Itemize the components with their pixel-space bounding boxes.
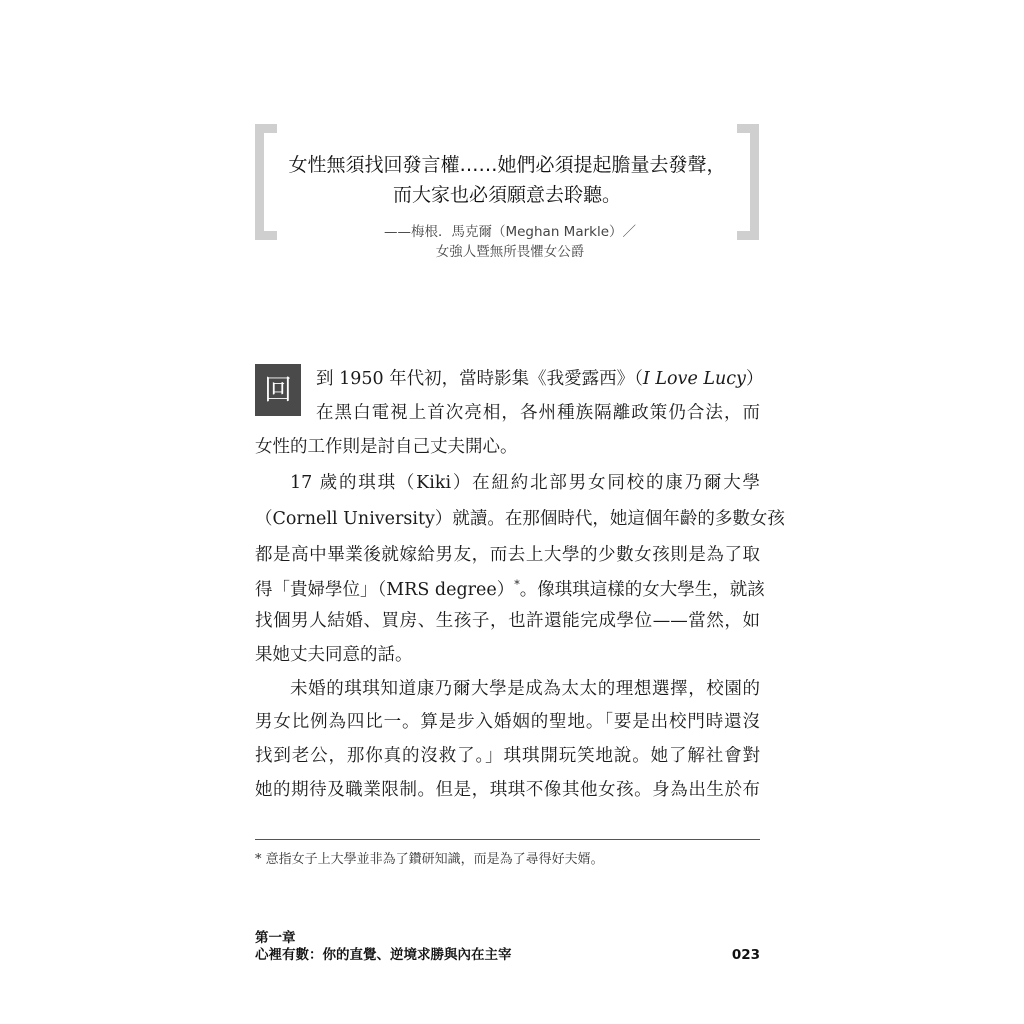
paragraph-3-line-2: 男女比例為四比一。算是步入婚姻的聖地。「要是出校門時還沒 — [255, 712, 760, 732]
paragraph-1-line-2: 在黑白電視上首次亮相，各州種族隔離政策仍合法，而 — [316, 403, 760, 423]
epigraph-attribution — [360, 222, 660, 262]
show-title-italic: I Love Lucy — [642, 369, 746, 389]
paragraph-3-line-1: 未婚的琪琪知道康乃爾大學是成為太太的理想選擇，校園的 — [290, 679, 760, 699]
paragraph-2-line-4 — [255, 568, 765, 602]
epigraph-line-2: 而大家也必須願意去聆聽。 — [392, 184, 621, 206]
footnote-text: * 意指女子上大學並非為了鑽研知識，而是為了尋得好夫婿。 — [255, 852, 604, 867]
text-span: 。像琪琪這樣的女大學生，就該 — [519, 579, 765, 600]
paragraph-2-line-3: 都是高中畢業後就嫁給男友，而去上大學的少數女孩則是為了取 — [255, 545, 760, 565]
attribution-line-2: 女強人暨無所畏懼女公爵 — [435, 244, 585, 260]
chapter-label: 第一章 — [255, 930, 296, 946]
chapter-title: 心裡有數：你的直覺、逆境求勝與內在主宰 — [255, 947, 512, 963]
right-quote-bracket — [737, 124, 759, 240]
paragraph-2-line-1: 17 歲的琪琪（Kiki）在紐約北部男女同校的康乃爾大學 — [290, 473, 760, 493]
footnote-marker: * — [514, 578, 520, 591]
footnote-divider — [255, 839, 760, 840]
paragraph-3-line-4: 她的期待及職業限制。但是，琪琪不像其他女孩。身為出生於布 — [255, 780, 760, 800]
page-number: 023 — [731, 947, 760, 963]
attribution-line-1: ——梅根．馬克爾（Meghan Markle）／ — [383, 224, 637, 240]
epigraph-quote — [278, 150, 736, 210]
drop-cap: 回 — [255, 364, 301, 416]
epigraph-line-1: 女性無須找回發言權……她們必須提起膽量去發聲， — [288, 154, 726, 176]
text-span: ） — [745, 369, 764, 389]
paragraph-1-line-1 — [316, 362, 764, 396]
paragraph-2-line-6: 果她丈夫同意的話。 — [255, 645, 413, 665]
text-span: 得「貴婦學位」（MRS degree） — [255, 579, 515, 600]
paragraph-2-line-5: 找個男人結婚、買房、生孩子，也許還能完成學位——當然，如 — [255, 611, 760, 631]
paragraph-1-line-3: 女性的工作則是討自己丈夫開心。 — [255, 437, 518, 457]
left-quote-bracket — [255, 124, 277, 240]
paragraph-2-line-2: （Cornell University）就讀。在那個時代，她這個年齡的多數女孩 — [255, 509, 785, 529]
paragraph-3-line-3: 找到老公，那你真的沒救了。」琪琪開玩笑地說。她了解社會對 — [255, 746, 760, 766]
text-span: 到 1950 年代初，當時影集《我愛露西》（ — [316, 369, 643, 389]
